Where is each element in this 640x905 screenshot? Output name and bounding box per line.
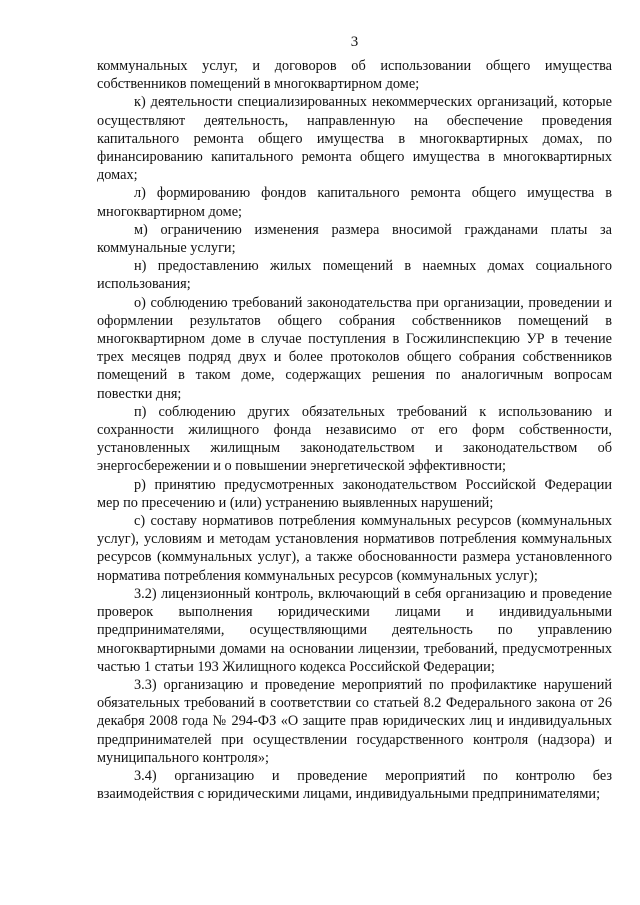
paragraph-item-k: к) деятельности специализированных некоммерческих организаций, которые осуществляют деятельность, направленную на обеспечение проведения капитального ремонта общего имущества в многоквартирных домах, по финансированию капитального ремонта общего имущества в многоквартирных домах; bbox=[97, 94, 612, 184]
paragraph-item-r: р) принятию предусмотренных законодательством Российской Федерации мер по пресечению и (или) устранению выявленных нарушений; bbox=[97, 476, 612, 511]
paragraph-continuation: коммунальных услуг, и договоров об использовании общего имущества собственников помещений в многоквартирном доме; bbox=[97, 58, 612, 93]
document-body bbox=[97, 57, 612, 803]
paragraph-section-3-2: 3.2) лицензионный контроль, включающий в себя организацию и проведение проверок выполнения юридическими лицами и индивидуальными предпринимателями, осуществляющими деятельность по управлению многоквартирными домами на основании лицензии, требований, предусмотренных частью 1 статьи 193 Жилищного кодекса Российской Федерации; bbox=[97, 585, 612, 675]
paragraph-item-m: м) ограничению изменения размера вносимой гражданами платы за коммунальные услуги; bbox=[97, 221, 612, 257]
paragraph-section-3-4: 3.4) организацию и проведение мероприятий по контролю без взаимодействия с юридическими лицами, индивидуальными предпринимателями; bbox=[97, 767, 612, 803]
paragraph-item-p: п) соблюдению других обязательных требований к использованию и сохранности жилищного фонда независимо от его форм собственности, установленных жилищным законодательством и законодательством об энергосбережении и о повышении энергетической эффективности; bbox=[97, 403, 612, 475]
paragraph-item-n: н) предоставлению жилых помещений в наемных домах социального использования; bbox=[97, 258, 612, 293]
paragraph-item-l: л) формированию фондов капитального ремонта общего имущества в многоквартирном доме; bbox=[97, 185, 612, 220]
page-number: 3 bbox=[350, 34, 359, 50]
paragraph-section-3-3: 3.3) организацию и проведение мероприятий по профилактике нарушений обязательных требований в соответствии со статьей 8.2 Федерального закона от 26 декабря 2008 года № 294-ФЗ «О защите прав юридических лиц и индивидуальных предпринимателей при осуществлении государственного контроля (надзора) и муниципального контроля»; bbox=[97, 676, 612, 766]
paragraph-item-s: с) составу нормативов потребления коммунальных ресурсов (коммунальных услуг), условиям и методам установления нормативов потребления коммунальных ресурсов (коммунальных услуг), а также обоснованности размера установленного норматива потребления коммунальных ресурсов (коммунальных услуг); bbox=[97, 513, 612, 584]
paragraph-item-o: о) соблюдению требований законодательства при организации, проведении и оформлении результатов общего собрания собственников помещений в многоквартирном доме в случае поступления в Госжилинспекцию УР в течение трех месяцев подряд двух и более протоколов общего собрания собственников помещений в таком доме, содержащих решения по аналогичным вопросам повестки дня; bbox=[97, 294, 612, 402]
